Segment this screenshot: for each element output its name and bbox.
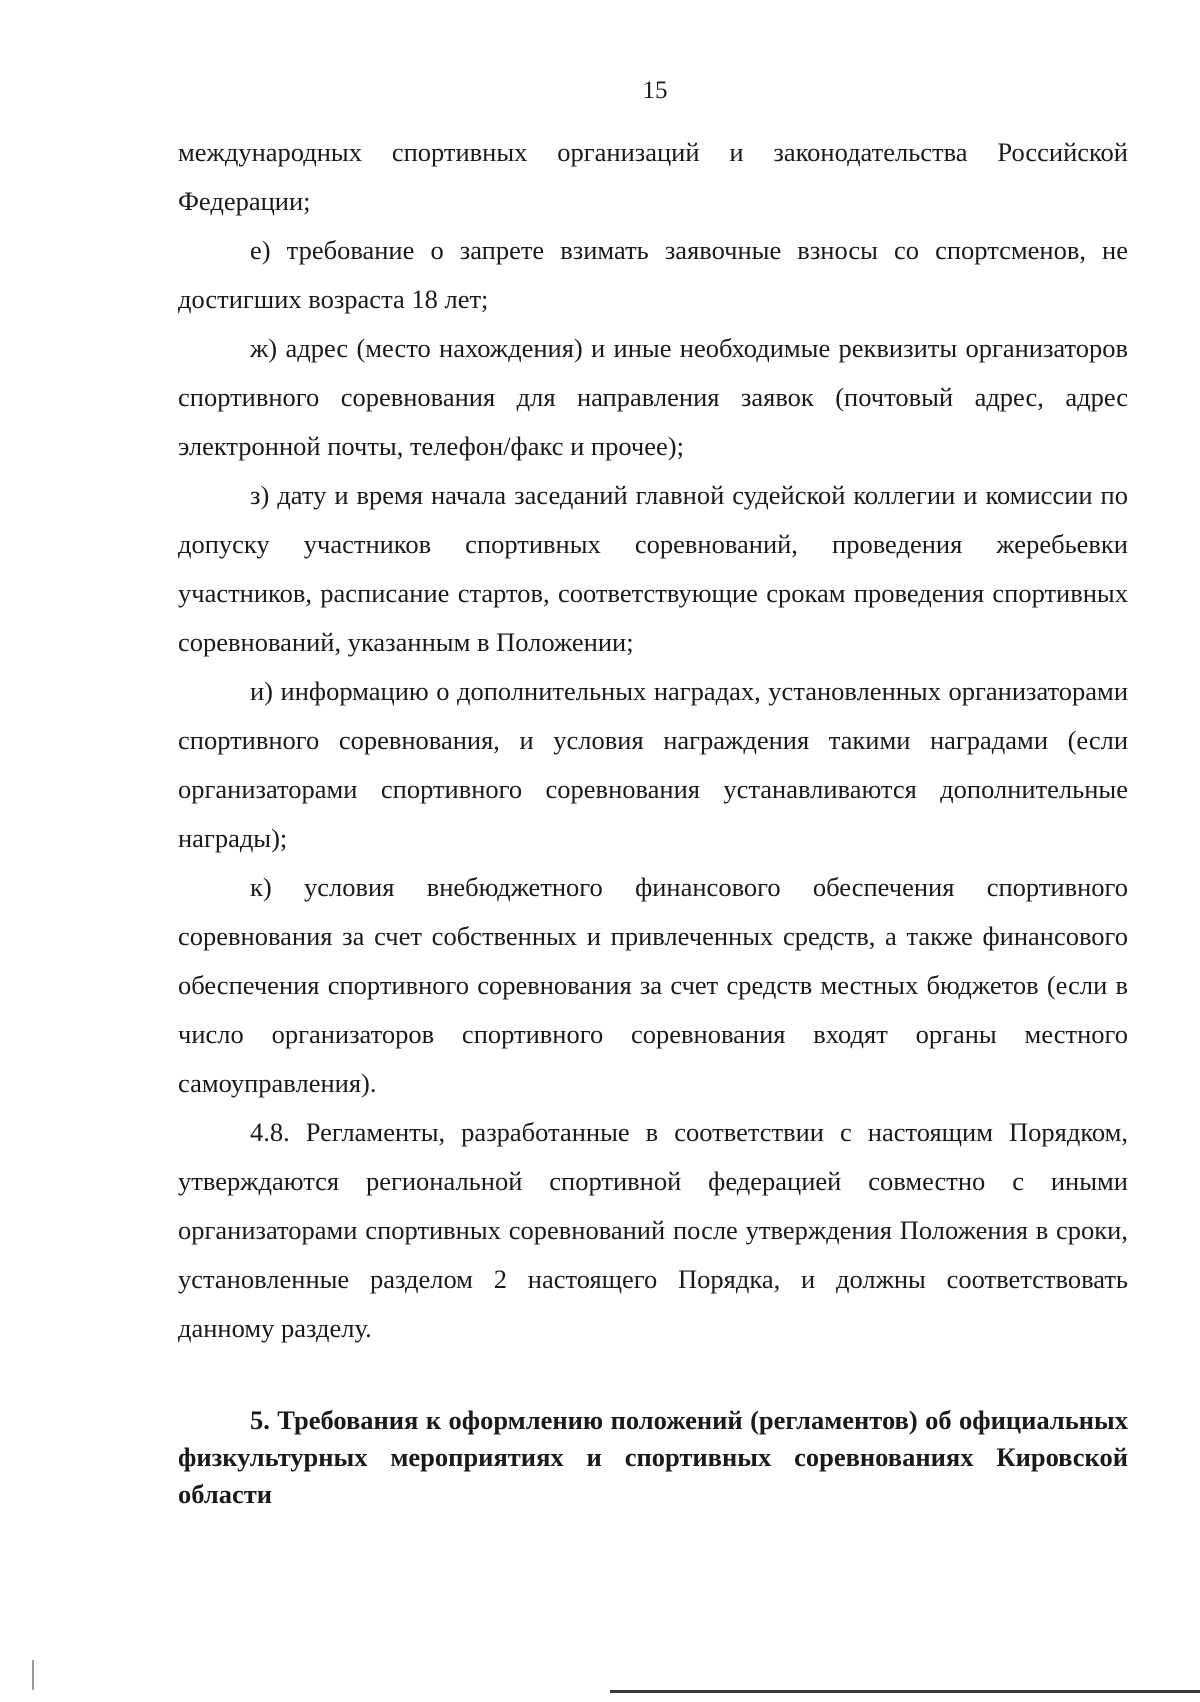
section-heading: 5. Требования к оформлению положений (регламентов) об официальных физкультурных мероприятиях и спортивных соревнованиях Кировской области bbox=[178, 1405, 1128, 1509]
document-body bbox=[178, 128, 1128, 1353]
paragraph-item-z: з) дату и время начала заседаний главной судейской коллегии и комиссии по допуску участников спортивных соревнований, проведения жеребьевки участников, расписание стартов, соответствующие срокам проведения спортивных соревнований, указанным в Положении; bbox=[178, 480, 1128, 657]
paragraph-item-k: к) условия внебюджетного финансового обеспечения спортивного соревнования за счет собственных и привлеченных средств, а также финансового обеспечения спортивного соревнования за счет средств местных бюджетов (если в число организаторов спортивного соревнования входят органы местного самоуправления). bbox=[178, 872, 1128, 1098]
paragraph-item-zh: ж) адрес (место нахождения) и иные необходимые реквизиты организаторов спортивного соревнования для направления заявок (почтовый адрес, адрес электронной почты, телефон/факс и прочее); bbox=[178, 333, 1128, 461]
paragraph-item-e: е) требование о запрете взимать заявочные взносы со спортсменов, не достигших возраста 18 лет; bbox=[178, 235, 1128, 314]
page-number: 15 bbox=[642, 77, 668, 104]
scan-artifact bbox=[32, 1660, 34, 1690]
paragraph-item-i: и) информацию о дополнительных наградах, установленных организаторами спортивного соревнования, и условия награждения такими наградами (если организаторами спортивного соревнования устанавливаются дополнительные награды); bbox=[178, 676, 1128, 853]
paragraph-4-8: 4.8. Регламенты, разработанные в соответствии с настоящим Порядком, утверждаются региональной спортивной федерацией совместно с иными организаторами спортивных соревнований после утверждения Положения в сроки, установленные разделом 2 настоящего Порядка, и должны соответствовать данному разделу. bbox=[178, 1117, 1128, 1343]
paragraph-continuation: международных спортивных организаций и законодательства Российской Федерации; bbox=[178, 137, 1128, 216]
scan-edge-line bbox=[610, 1690, 1200, 1693]
